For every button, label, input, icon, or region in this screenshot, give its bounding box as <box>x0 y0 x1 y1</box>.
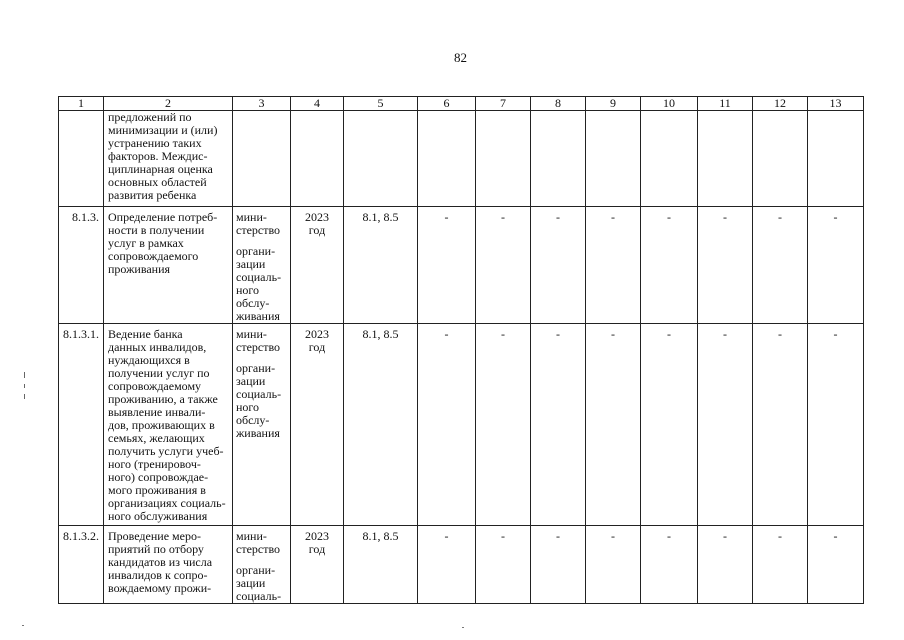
description-line: нуждающихся в <box>108 353 190 367</box>
description-line: сопровождаемому <box>108 379 202 393</box>
value-cell <box>808 111 864 207</box>
description-line: минимизации и (или) <box>108 123 218 137</box>
item-description <box>104 207 233 324</box>
description-line: дов, проживающих в <box>108 418 215 432</box>
responsible-executors <box>233 207 291 324</box>
description-line: основных областей <box>108 175 207 189</box>
responsible-executors <box>233 324 291 526</box>
executor-line: органи- <box>236 361 276 375</box>
scan-artifact <box>24 394 25 399</box>
executor-line: органи- <box>236 244 276 258</box>
executor-line: социаль- <box>236 589 282 603</box>
description-line: факторов. Междис- <box>108 149 208 163</box>
executor-line: стерство <box>236 223 281 237</box>
description-line: данных инвалидов, <box>108 340 207 354</box>
value-cell: - <box>641 207 698 324</box>
description-line: ного) сопровождае- <box>108 470 209 484</box>
column-header: 11 <box>698 97 753 111</box>
description-line: циплинарная оценка <box>108 162 213 176</box>
executor-line: зации <box>236 374 266 388</box>
description-line: инвалидов к сопро- <box>108 568 208 582</box>
description-line: ного обслуживания <box>108 509 208 523</box>
value-cell <box>753 111 808 207</box>
value-cell: - <box>698 207 753 324</box>
executor-line: ного <box>236 283 260 297</box>
executor-line: мини- <box>236 210 267 224</box>
execution-year: 2023 год <box>291 526 344 604</box>
value-cell: - <box>418 324 476 526</box>
description-line: семьях, желающих <box>108 431 205 445</box>
executor-line: стерство <box>236 340 281 354</box>
description-line: проживания <box>108 262 171 276</box>
executor-line: ного <box>236 400 260 414</box>
value-cell <box>698 111 753 207</box>
description-line: организациях социаль- <box>108 496 226 510</box>
description-line: мого проживания в <box>108 483 206 497</box>
value-cell: - <box>418 207 476 324</box>
description-line: ности в получении <box>108 223 205 237</box>
executor-line: обслу- <box>236 296 270 310</box>
value-cell <box>418 111 476 207</box>
executor-line: живания <box>236 426 280 440</box>
responsible-executors <box>233 526 291 604</box>
indicators: 8.1, 8.5 <box>344 526 418 604</box>
item-number: 8.1.3.2. <box>59 526 104 604</box>
item-number: 8.1.3. <box>59 207 104 324</box>
executor-line: зации <box>236 257 266 271</box>
executor-line: зации <box>236 576 266 590</box>
item-description <box>104 526 233 604</box>
column-header: 8 <box>531 97 586 111</box>
executor-line: социаль- <box>236 387 282 401</box>
column-header: 7 <box>476 97 531 111</box>
column-header: 5 <box>344 97 418 111</box>
value-cell: - <box>418 526 476 604</box>
column-header: 9 <box>586 97 641 111</box>
item-number: 8.1.3.1. <box>59 324 104 526</box>
indicators: 8.1, 8.5 <box>344 207 418 324</box>
value-cell: - <box>753 526 808 604</box>
value-cell: - <box>476 526 531 604</box>
header-row <box>59 97 864 111</box>
scan-artifact <box>24 372 25 378</box>
responsible-executors <box>233 111 291 207</box>
executor-line: социаль- <box>236 270 282 284</box>
table-row <box>59 111 864 207</box>
description-line: проживанию, а также <box>108 392 218 406</box>
table-row <box>59 207 864 324</box>
execution-year: 2023 год <box>291 324 344 526</box>
column-header: 3 <box>233 97 291 111</box>
value-cell: - <box>808 526 864 604</box>
executor-line: мини- <box>236 327 267 341</box>
description-line: услуг в рамках <box>108 236 184 250</box>
value-cell: - <box>586 207 641 324</box>
executor-line: органи- <box>236 563 276 577</box>
description-line: сопровождаемого <box>108 249 199 263</box>
executor-line: мини- <box>236 529 267 543</box>
item-description <box>104 111 233 207</box>
value-cell: - <box>586 526 641 604</box>
value-cell: - <box>641 526 698 604</box>
table-row <box>59 324 864 526</box>
description-line: развития ребенка <box>108 188 197 202</box>
description-line: Ведение банка <box>108 327 183 341</box>
value-cell: - <box>698 526 753 604</box>
indicators <box>344 111 418 207</box>
scan-artifact <box>22 625 24 626</box>
description-line: кандидатов из числа <box>108 555 213 569</box>
description-line: вождаемому прожи- <box>108 581 212 595</box>
description-line: получении услуг по <box>108 366 210 380</box>
description-line: устранению таких <box>108 136 202 150</box>
value-cell: - <box>753 324 808 526</box>
page-number: 82 <box>454 50 467 65</box>
document-table <box>58 96 864 604</box>
value-cell <box>586 111 641 207</box>
column-header: 10 <box>641 97 698 111</box>
executor-line: живания <box>236 309 280 323</box>
column-header: 1 <box>59 97 104 111</box>
value-cell: - <box>531 526 586 604</box>
description-line: Определение потреб- <box>108 210 218 224</box>
column-header: 4 <box>291 97 344 111</box>
column-header: 2 <box>104 97 233 111</box>
execution-year <box>291 111 344 207</box>
value-cell: - <box>753 207 808 324</box>
description-line: приятий по отбору <box>108 542 204 556</box>
item-number <box>59 111 104 207</box>
scan-artifact <box>24 384 25 388</box>
value-cell: - <box>808 324 864 526</box>
item-description <box>104 324 233 526</box>
value-cell: - <box>476 207 531 324</box>
description-line: предложений по <box>108 110 192 124</box>
description-line: выявление инвали- <box>108 405 206 419</box>
description-line: получить услуги учеб- <box>108 444 224 458</box>
execution-year: 2023 год <box>291 207 344 324</box>
table-row <box>59 526 864 604</box>
column-header: 13 <box>808 97 864 111</box>
value-cell: - <box>586 324 641 526</box>
value-cell: - <box>531 324 586 526</box>
value-cell: - <box>531 207 586 324</box>
column-header: 12 <box>753 97 808 111</box>
description-line: ного (тренировоч- <box>108 457 201 471</box>
value-cell: - <box>476 324 531 526</box>
scan-artifact <box>462 627 464 628</box>
value-cell <box>531 111 586 207</box>
executor-line: стерство <box>236 542 281 556</box>
description-line: Проведение меро- <box>108 529 201 543</box>
value-cell: - <box>641 324 698 526</box>
value-cell: - <box>808 207 864 324</box>
executor-line: обслу- <box>236 413 270 427</box>
indicators: 8.1, 8.5 <box>344 324 418 526</box>
column-header: 6 <box>418 97 476 111</box>
value-cell <box>641 111 698 207</box>
value-cell <box>476 111 531 207</box>
value-cell: - <box>698 324 753 526</box>
